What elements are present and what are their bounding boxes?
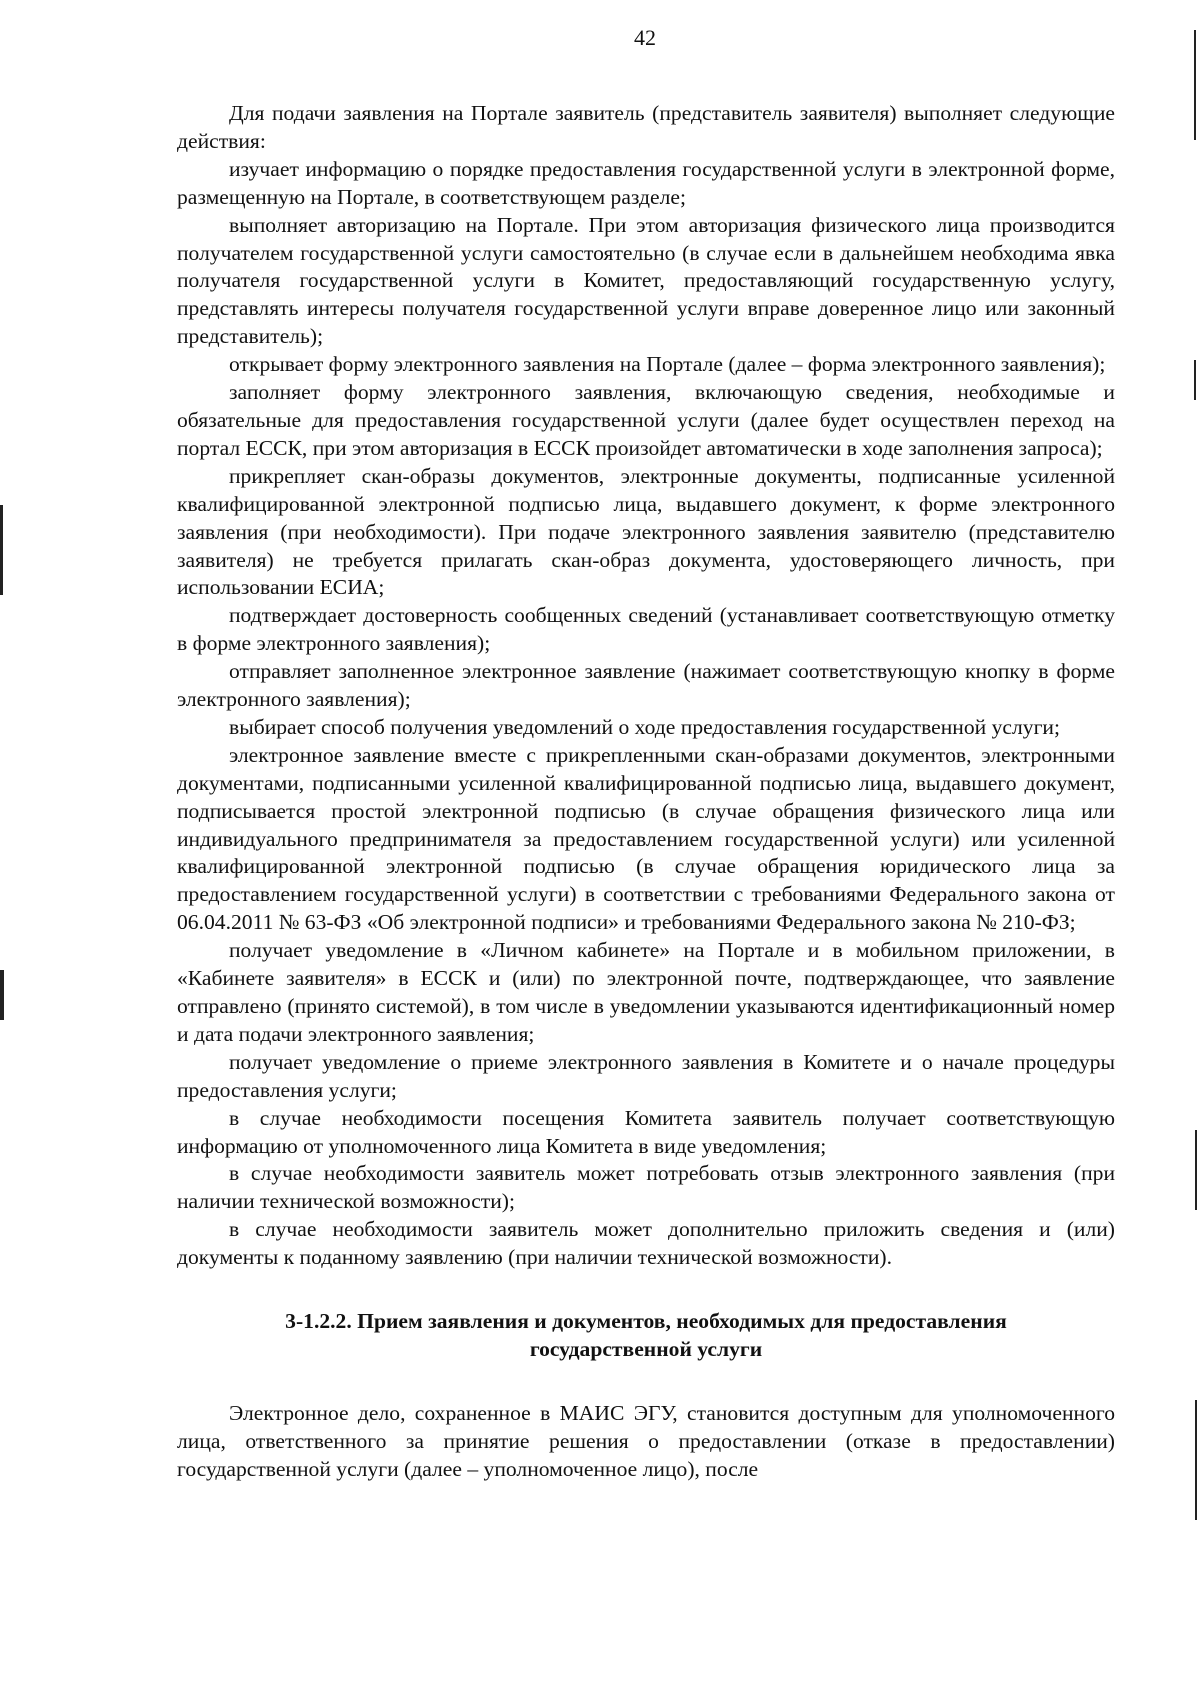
scan-edge-mark	[1194, 360, 1196, 400]
paragraph: в случае необходимости посещения Комитета заявитель получает соответствующую информацию от уполномоченного лица Комитета в виде уведомления;	[177, 1105, 1115, 1158]
paragraph: выполняет авторизацию на Портале. При этом авторизация физического лица производится получателем государственной услуги самостоятельно (в случае если в дальнейшем необходима явка получателя государственной услуги в Комитет, предоставляющий государственную услугу, представлять интересы получателя государственной услуги вправе доверенное лицо или законный представитель);	[177, 212, 1115, 349]
section-heading	[177, 1308, 1115, 1364]
paragraph: заполняет форму электронного заявления, включающую сведения, необходимые и обязательные для предоставления государственной услуги (далее будет осуществлен переход на портал ЕССК, при этом авторизация в ЕССК произойдет автоматически в ходе заполнения запроса);	[177, 380, 1115, 460]
paragraph: получает уведомление в «Личном кабинете» на Портале и в мобильном приложении, в «Кабинете заявителя» в ЕССК и (или) по электронной почте, подтверждающее, что заявление отправлено (принято системой), в том числе в уведомлении указываются идентификационный номер и дата подачи электронного заявления;	[177, 938, 1115, 1046]
paragraph: Для подачи заявления на Портале заявитель (представитель заявителя) выполняет следующие действия:	[177, 101, 1115, 153]
paragraph: выбирает способ получения уведомлений о ходе предоставления государственной услуги;	[229, 714, 1060, 739]
scan-edge-mark	[1195, 1130, 1197, 1210]
paragraph: отправляет заполненное электронное заявление (нажимает соответствующую кнопку в форме электронного заявления);	[177, 659, 1115, 712]
paragraph: подтверждает достоверность сообщенных сведений (устанавливает соответствующую отметку в форме электронного заявления);	[177, 603, 1115, 656]
scan-edge-mark	[1194, 30, 1196, 140]
paragraph: открывает форму электронного заявления на Портале (далее – форма электронного заявления);	[229, 352, 1106, 377]
page-number: 42	[634, 25, 656, 50]
document-body	[177, 100, 1115, 1484]
section-heading-line: государственной услуги	[529, 1336, 763, 1361]
section-heading-line: 3-1.2.2. Прием заявления и документов, необходимых для предоставления	[285, 1309, 1007, 1334]
paragraph: получает уведомление о приеме электронного заявления в Комитете и о начале процедуры предоставления услуги;	[177, 1049, 1115, 1102]
paragraph: прикрепляет скан-образы документов, электронные документы, подписанные усиленной квалифицированной электронной подписью лица, выдавшего документ, к форме электронного заявления (при необходимости). При подаче электронного заявления заявителю (представителю заявителя) не требуется прилагать скан-образ документа, удостоверяющего личность, при использовании ЕСИА;	[177, 463, 1115, 600]
paragraph: электронное заявление вместе с прикрепленными скан-образами документов, электронными документами, подписанными усиленной квалифицированной подписью лица, выдавшего документ, подписывается простой электронной подписью (в случае обращения физического лица или индивидуального предпринимателя за предоставлением государственной услуги) или усиленной квалифицированной электронной подписью (в случае обращения юридического лица за предоставлением государственной услуги) в соответствии с требованиями Федерального закона от 06.04.2011 № 63-ФЗ «Об электронной подписи» и требованиями Федерального закона № 210-ФЗ;	[177, 742, 1115, 935]
paragraph: Электронное дело, сохраненное в МАИС ЭГУ, становится доступным для уполномоченного лица, ответственного за принятие решения о предоставлении (отказе в предоставлении) государственной услуги (далее – уполномоченное лицо), после	[177, 1400, 1115, 1481]
paragraph: изучает информацию о порядке предоставления государственной услуги в электронной форме, размещенную на Портале, в соответствующем разделе;	[177, 156, 1115, 209]
scan-edge-mark	[0, 505, 3, 595]
scan-edge-mark	[0, 970, 4, 1020]
scan-edge-mark	[1195, 1400, 1197, 1520]
paragraph: в случае необходимости заявитель может потребовать отзыв электронного заявления (при наличии технической возможности);	[177, 1161, 1115, 1214]
paragraph: в случае необходимости заявитель может дополнительно приложить сведения и (или) документы к поданному заявлению (при наличии технической возможности).	[177, 1217, 1115, 1270]
